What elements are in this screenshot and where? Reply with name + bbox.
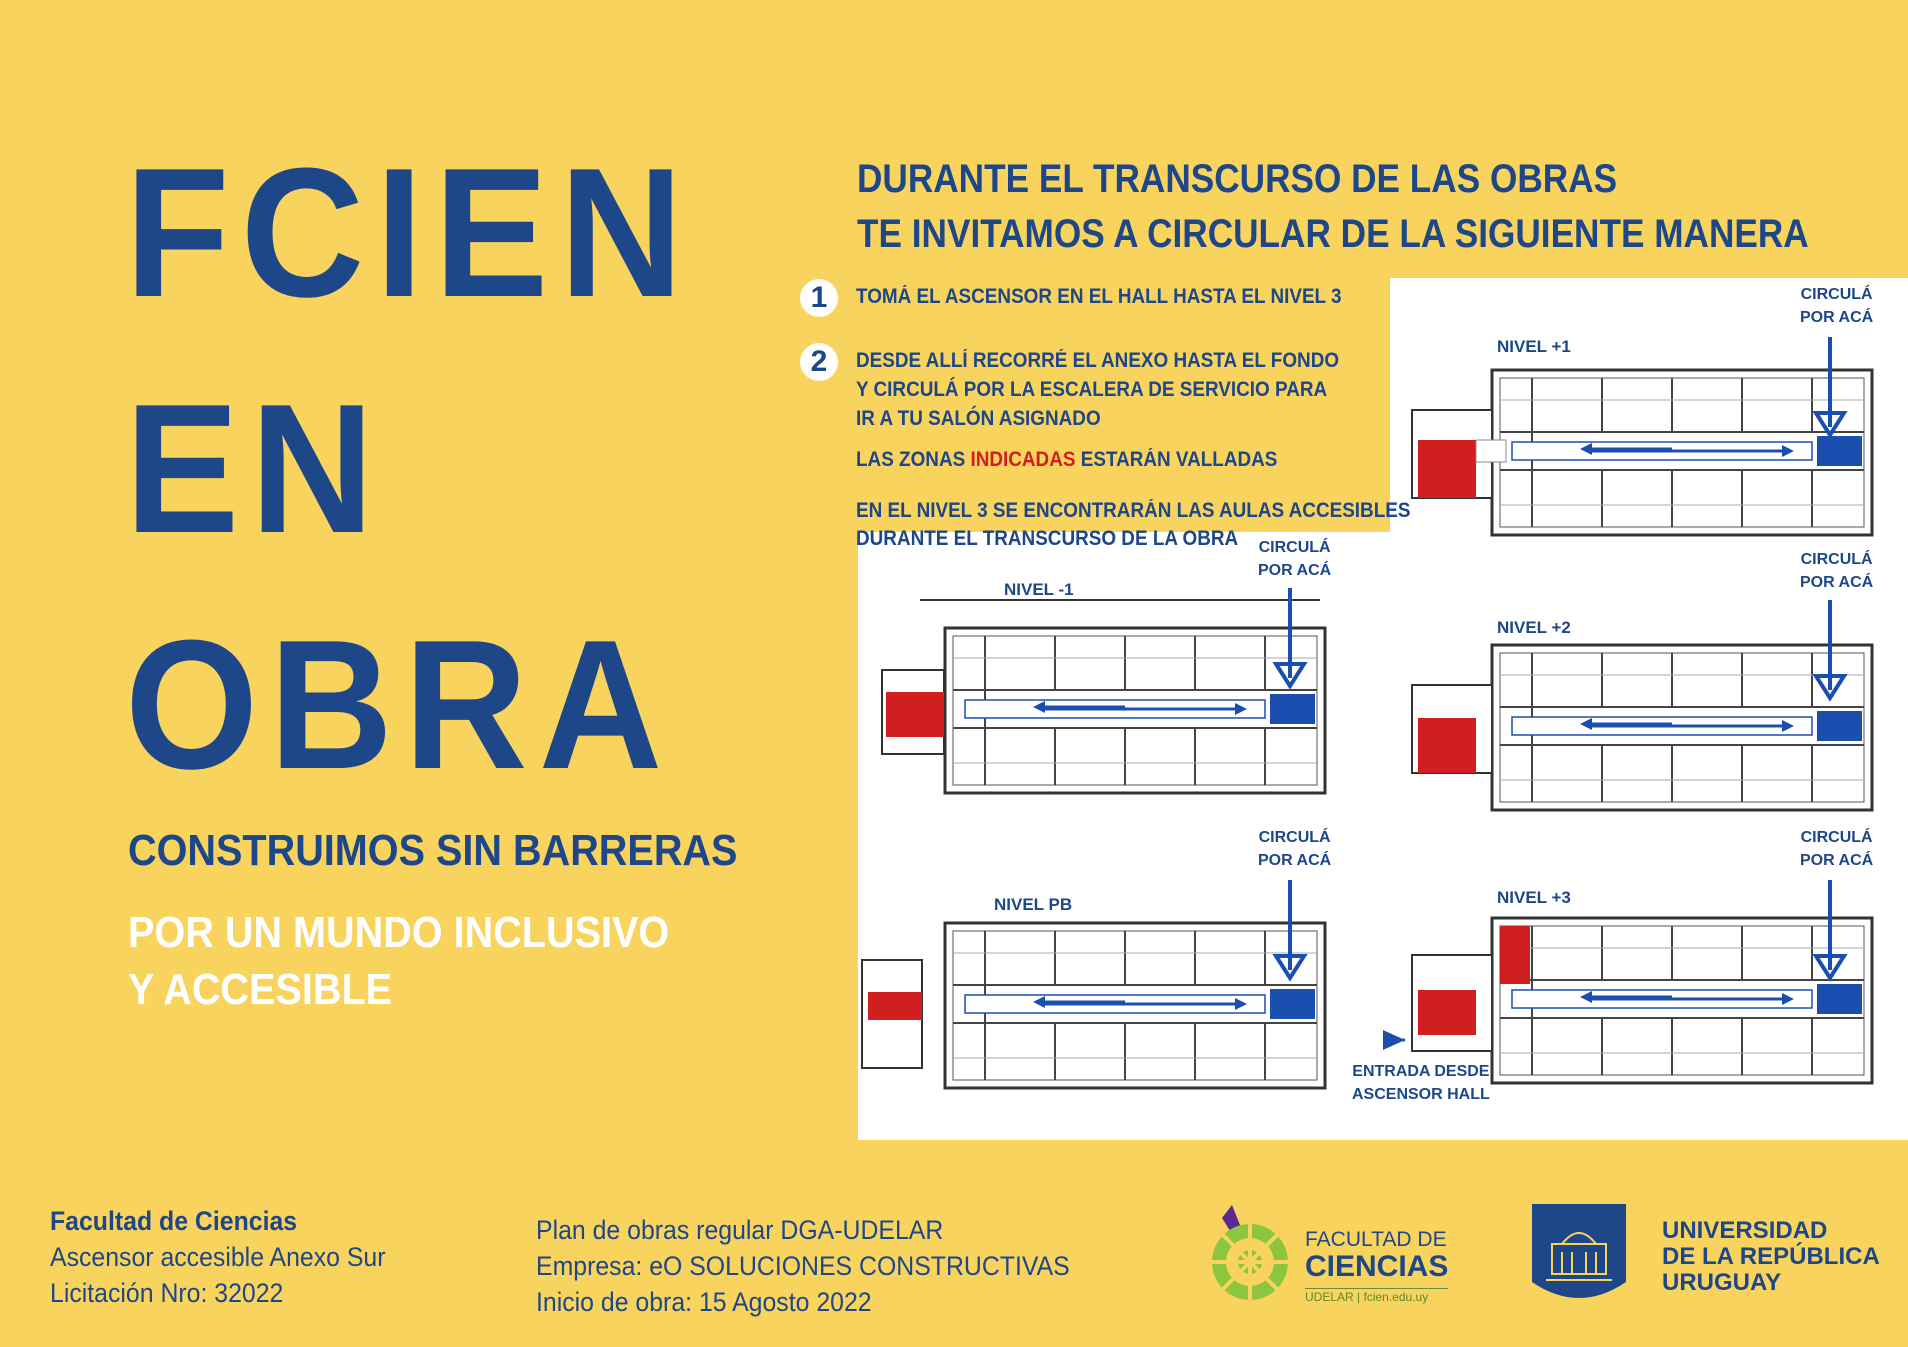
circula-label-plus-3: CIRCULÁ POR ACÁ bbox=[1800, 829, 1874, 869]
footer-faculty: Facultad de Ciencias bbox=[50, 1206, 298, 1236]
level-label-minus-1: NIVEL -1 bbox=[1004, 580, 1074, 599]
circula-label-plus-2: CIRCULÁ POR ACÁ bbox=[1800, 551, 1874, 591]
step-2-text bbox=[856, 346, 1339, 433]
udelar-logo-text: UNIVERSIDAD DE LA REPÚBLICA URUGUAY bbox=[1662, 1217, 1880, 1296]
fc-logo-line-1: FACULTAD DE bbox=[1305, 1228, 1447, 1251]
tagline-line-1: POR UN MUNDO INCLUSIVO bbox=[128, 908, 670, 957]
step-2-line-1: DESDE ALLÍ RECORRÉ EL ANEXO HASTA EL FONDO bbox=[856, 349, 1340, 372]
footer-project: Ascensor accesible Anexo Sur bbox=[50, 1242, 386, 1272]
level-label-plus-1: NIVEL +1 bbox=[1497, 337, 1571, 356]
fc-logo-small: UDELAR | fcien.edu.uy bbox=[1305, 1290, 1429, 1304]
logo-udelar bbox=[1532, 1204, 1880, 1314]
circula-label-minus-1: CIRCULÁ POR ACÁ bbox=[1258, 539, 1332, 579]
fc-emblem-icon bbox=[1198, 1200, 1298, 1310]
footer-tender: Licitación Nro: 32022 bbox=[50, 1278, 284, 1308]
circula-label-pb: CIRCULÁ POR ACÁ bbox=[1258, 829, 1332, 869]
circula-label-plus-1: CIRCULÁ POR ACÁ bbox=[1800, 286, 1874, 326]
title-line-en: EN bbox=[125, 365, 386, 571]
subtitle: CONSTRUIMOS SIN BARRERAS bbox=[128, 826, 738, 875]
level-3-note-line-2: DURANTE EL TRANSCURSO DE LA OBRA bbox=[856, 527, 1239, 550]
footer-company: Empresa: eO SOLUCIONES CONSTRUCTIVAS bbox=[536, 1251, 1070, 1281]
zones-highlight: INDICADAS bbox=[970, 448, 1076, 471]
title-line-obra: OBRA bbox=[125, 601, 674, 807]
udelar-building-icon bbox=[1532, 1204, 1626, 1312]
step-2-line-3: IR A TU SALÓN ASIGNADO bbox=[856, 407, 1101, 430]
step-1-text: TOMÁ EL ASCENSOR EN EL HALL HASTA EL NIVEL 3 bbox=[856, 285, 1342, 308]
heading-line-1: DURANTE EL TRANSCURSO DE LAS OBRAS bbox=[857, 157, 1618, 201]
heading bbox=[857, 152, 1809, 262]
step-2-line-2: Y CIRCULÁ POR LA ESCALERA DE SERVICIO PARA bbox=[856, 378, 1328, 401]
entrance-label: ENTRADA DESDE ASCENSOR HALL bbox=[1352, 1063, 1490, 1103]
level-label-pb: NIVEL PB bbox=[994, 895, 1073, 914]
heading-line-2: TE INVITAMOS A CIRCULAR DE LA SIGUIENTE MANERA bbox=[857, 212, 1809, 256]
title-line-fcien: FCIEN bbox=[125, 129, 695, 335]
logo-facultad-ciencias bbox=[1198, 1200, 1448, 1310]
footer-left bbox=[50, 1203, 386, 1311]
footer-middle bbox=[536, 1212, 1070, 1320]
panel-main bbox=[858, 532, 1908, 1140]
level-3-note-line-1: EN EL NIVEL 3 SE ENCONTRARÁN LAS AULAS ACCESIBLES bbox=[856, 499, 1411, 522]
tagline-line-2: Y ACCESIBLE bbox=[128, 965, 393, 1014]
fc-logo-line-2: CIENCIAS bbox=[1305, 1250, 1449, 1283]
level-label-plus-2: NIVEL +2 bbox=[1497, 618, 1571, 637]
step-1-number: 1 bbox=[800, 279, 838, 317]
tagline bbox=[128, 904, 669, 1018]
footer-start: Inicio de obra: 15 Agosto 2022 bbox=[536, 1287, 872, 1317]
zones-note: LAS ZONAS INDICADAS ESTARÁN VALLADAS bbox=[856, 448, 1278, 471]
footer-plan: Plan de obras regular DGA-UDELAR bbox=[536, 1215, 944, 1245]
step-2-number: 2 bbox=[800, 343, 838, 381]
level-label-plus-3: NIVEL +3 bbox=[1497, 888, 1571, 907]
